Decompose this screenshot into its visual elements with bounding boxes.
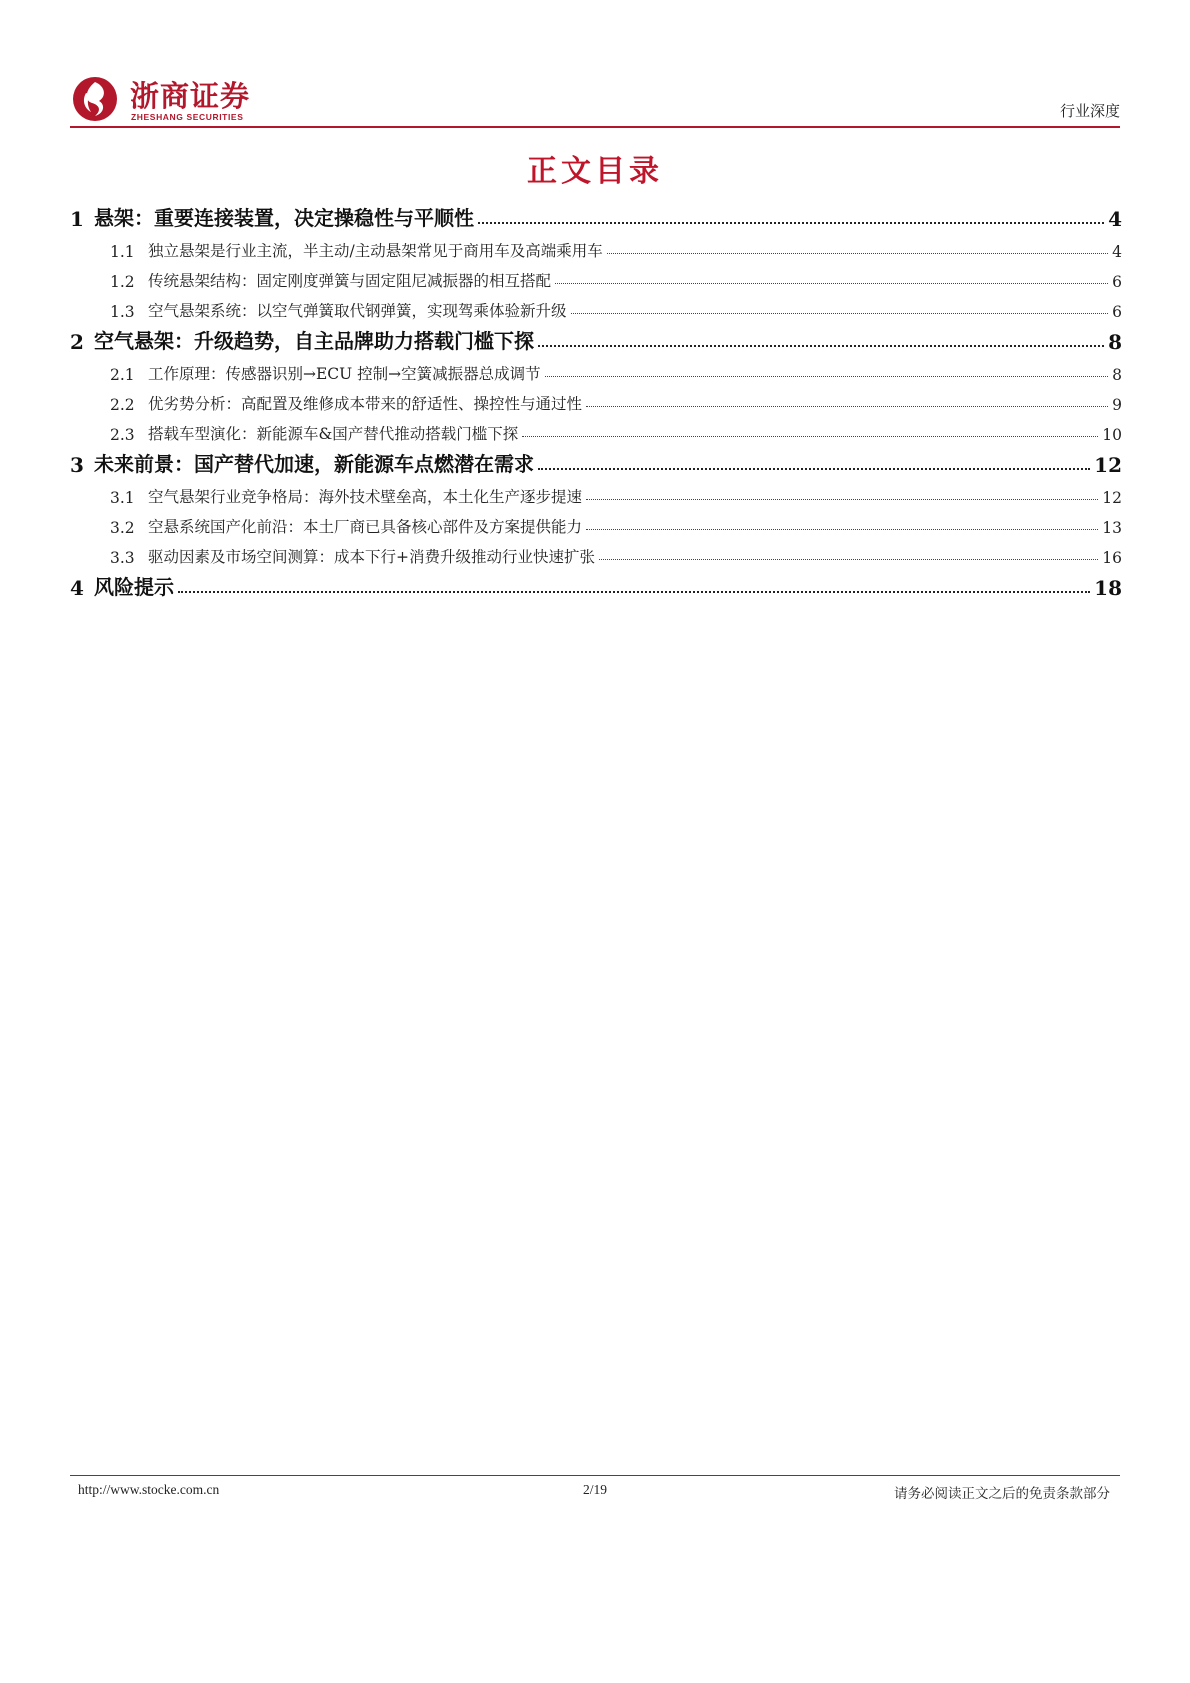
toc-dot-leader — [478, 222, 1104, 224]
toc-entry-number: 3.2 — [110, 519, 135, 537]
toc-dot-leader — [555, 283, 1108, 284]
toc-entry-title: 悬架：重要连接装置，决定操稳性与平顺性 — [94, 206, 474, 230]
toc-entry-page: 6 — [1112, 273, 1122, 291]
logo-chinese-name: 浙商证券 — [130, 79, 251, 113]
toc-dot-leader — [545, 376, 1108, 377]
toc-entry-page: 18 — [1094, 576, 1122, 600]
toc-dot-leader — [586, 406, 1108, 407]
toc-section-entry[interactable] — [70, 354, 1122, 384]
toc-dot-leader — [538, 468, 1090, 470]
logo-english-name: ZHESHANG SECURITIES — [131, 112, 244, 122]
toc-section-entry[interactable] — [70, 477, 1122, 507]
toc-entry-number: 1.2 — [110, 273, 135, 291]
toc-section-entry[interactable] — [70, 231, 1122, 261]
toc-entry-title: 独立悬架是行业主流，半主动/主动悬架常见于商用车及高端乘用车 — [148, 242, 603, 260]
toc-entry-page: 8 — [1108, 330, 1122, 354]
toc-entry-page: 4 — [1108, 207, 1122, 231]
toc-entry-number: 3.1 — [110, 489, 135, 507]
toc-entry-number: 3.3 — [110, 549, 135, 567]
toc-dot-leader — [586, 499, 1098, 500]
toc-entry-number: 1 — [70, 207, 84, 231]
toc-entry-title: 传统悬架结构：固定刚度弹簧与固定阻尼减振器的相互搭配 — [148, 272, 552, 290]
toc-dot-leader — [538, 345, 1104, 347]
toc-dot-leader — [522, 436, 1098, 437]
toc-chapter-entry[interactable] — [70, 321, 1122, 354]
footer-divider — [70, 1475, 1120, 1476]
toc-entry-title: 风险提示 — [94, 575, 174, 599]
toc-section-entry[interactable] — [70, 384, 1122, 414]
toc-entry-page: 13 — [1102, 519, 1122, 537]
toc-entry-number: 1.1 — [110, 243, 135, 261]
toc-entry-title: 空气悬架行业竞争格局：海外技术壁垒高，本土化生产逐步提速 — [148, 488, 583, 506]
toc-entry-number: 2.2 — [110, 396, 135, 414]
toc-section-entry[interactable] — [70, 507, 1122, 537]
toc-entry-title: 空气悬架：升级趋势，自主品牌助力搭载门槛下探 — [94, 329, 534, 353]
toc-entry-title: 未来前景：国产替代加速，新能源车点燃潜在需求 — [94, 452, 534, 476]
toc-dot-leader — [607, 253, 1108, 254]
toc-section-entry[interactable] — [70, 291, 1122, 321]
page-footer — [70, 1482, 1120, 1504]
toc-entry-page: 10 — [1102, 426, 1122, 444]
toc-entry-page: 9 — [1112, 396, 1122, 414]
toc-entry-page: 8 — [1112, 366, 1122, 384]
toc-dot-leader — [571, 313, 1109, 314]
toc-entry-number: 3 — [70, 453, 84, 477]
footer-disclaimer: 请务必阅读正文之后的免责条款部分 — [894, 1486, 1110, 1502]
toc-chapter-entry[interactable] — [70, 444, 1122, 477]
footer-url[interactable]: http://www.stocke.com.cn — [78, 1482, 220, 1497]
toc-entry-title: 工作原理：传感器识别→ECU 控制→空簧减振器总成调节 — [148, 365, 541, 383]
toc-entry-title: 空气悬架系统：以空气弹簧取代钢弹簧，实现驾乘体验新升级 — [148, 302, 567, 320]
toc-dot-leader — [599, 559, 1098, 560]
toc-dot-leader — [178, 591, 1090, 593]
page-header — [70, 70, 1120, 128]
footer-page-number: 2/19 — [582, 1482, 607, 1497]
toc-dot-leader — [586, 529, 1098, 530]
toc-entry-page: 6 — [1112, 303, 1122, 321]
toc-entry-page: 12 — [1102, 489, 1122, 507]
toc-entry-number: 2.3 — [110, 426, 135, 444]
toc-section-entry[interactable] — [70, 537, 1122, 567]
toc-entry-title: 空悬系统国产化前沿：本土厂商已具备核心部件及方案提供能力 — [148, 518, 583, 536]
toc-entry-title: 优劣势分析：高配置及维修成本带来的舒适性、操控性与通过性 — [148, 395, 583, 413]
toc-entry-number: 2.1 — [110, 366, 135, 384]
toc-entry-number: 4 — [70, 576, 84, 600]
toc-entry-page: 4 — [1112, 243, 1122, 261]
toc-chapter-entry[interactable] — [70, 567, 1122, 600]
toc-entry-number: 2 — [70, 330, 84, 354]
zheshang-logo-icon — [72, 76, 118, 122]
toc-section-entry[interactable] — [70, 261, 1122, 291]
toc-chapter-entry[interactable] — [70, 198, 1122, 231]
toc-section-entry[interactable] — [70, 414, 1122, 444]
table-of-contents — [70, 198, 1122, 600]
toc-title: 正文目录 — [527, 154, 663, 189]
toc-entry-page: 16 — [1102, 549, 1122, 567]
header-divider — [70, 126, 1120, 128]
toc-entry-title: 驱动因素及市场空间测算：成本下行+消费升级推动行业快速扩张 — [148, 548, 595, 566]
toc-entry-page: 12 — [1094, 453, 1122, 477]
toc-entry-number: 1.3 — [110, 303, 135, 321]
report-type-label: 行业深度 — [1059, 102, 1120, 120]
toc-entry-title: 搭载车型演化：新能源车&国产替代推动搭载门槛下探 — [148, 425, 519, 443]
